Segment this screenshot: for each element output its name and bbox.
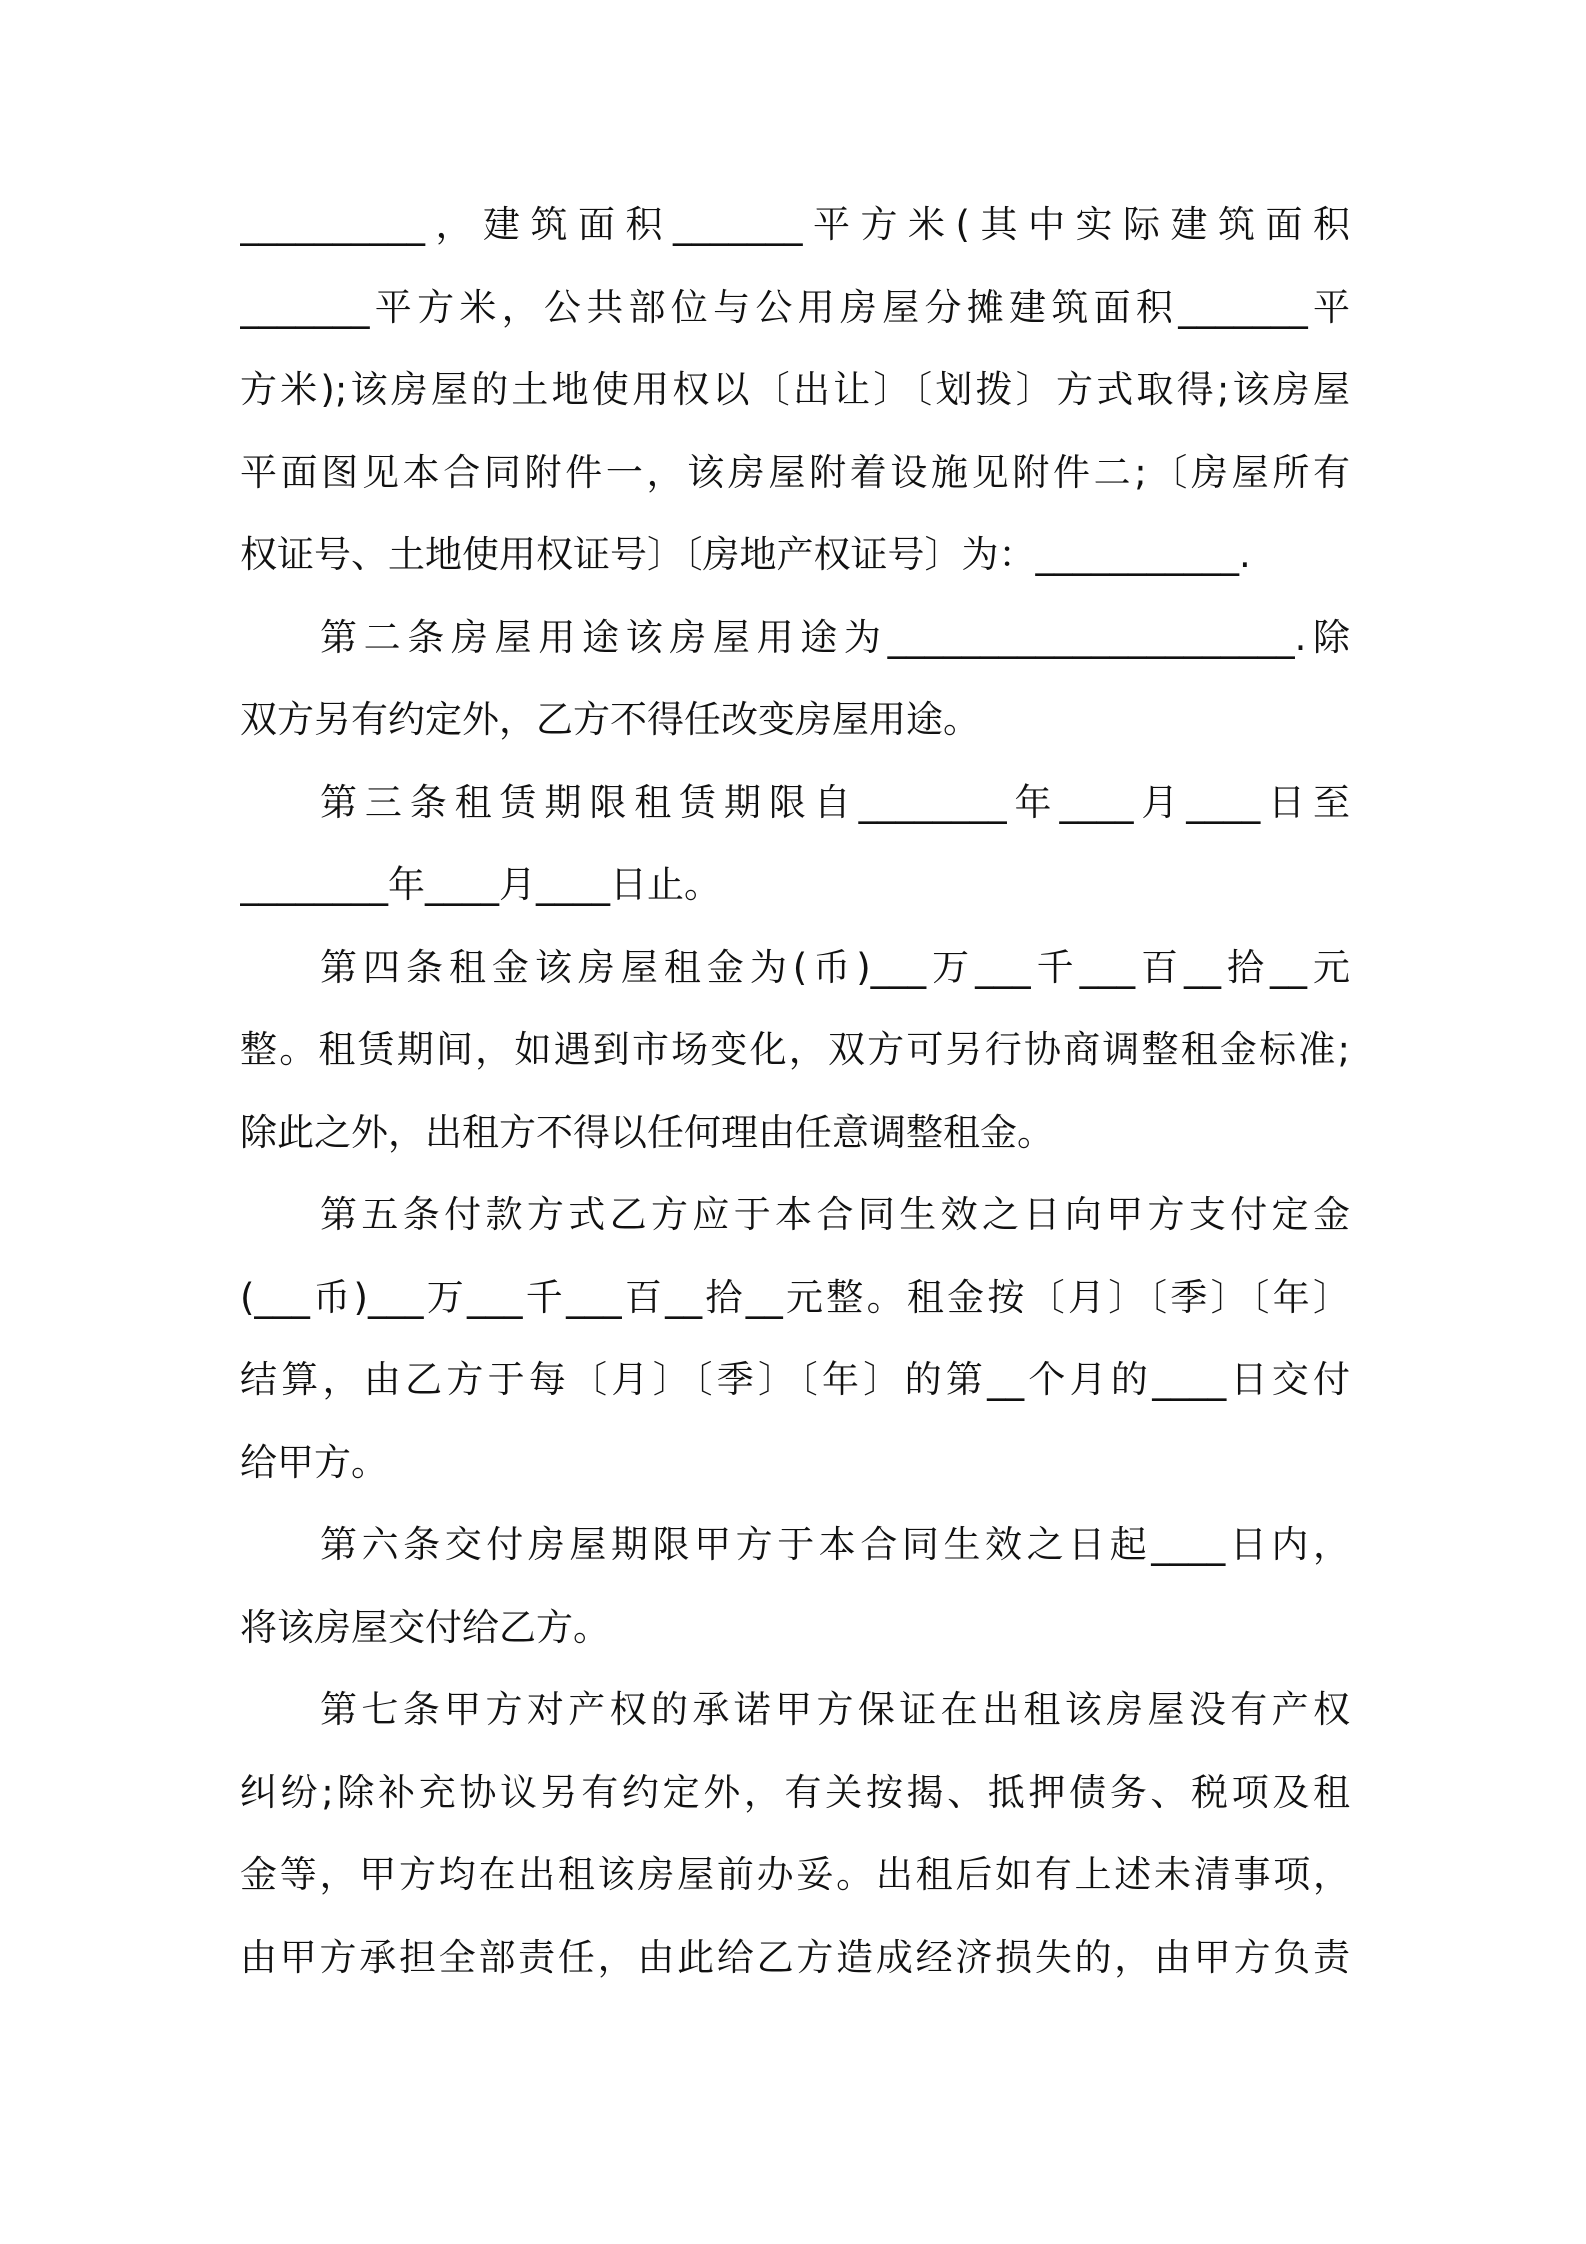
- text-line: 双方另有约定外，乙方不得任改变房屋用途。: [240, 698, 980, 741]
- text-line: 由甲方承担全部责任，由此给乙方造成经济损失的，由甲方负责: [240, 1935, 1350, 1979]
- text-line: 第三条租赁期限租赁期限自________年____月____日至: [320, 780, 1350, 824]
- text-line: __________，建筑面积_______平方米(其中实际建筑面积: [240, 203, 1350, 246]
- text-line: 结算，由乙方于每〔月〕〔季〕〔年〕的第__个月的____日交付: [240, 1358, 1350, 1401]
- text-line: 纠纷;除补充协议另有约定外，有关按揭、抵押债务、税项及租: [240, 1770, 1350, 1814]
- text-line: _______平方米，公共部位与公用房屋分摊建筑面积_______平: [240, 285, 1350, 329]
- text-line: 将该房屋交付给乙方。: [240, 1605, 610, 1649]
- text-line: 平面图见本合同附件一，该房屋附着设施见附件二;〔房屋所有: [240, 450, 1350, 494]
- text-line: 第六条交付房屋期限甲方于本合同生效之日起____日内，: [320, 1523, 1350, 1566]
- text-line: 第七条甲方对产权的承诺甲方保证在出租该房屋没有产权: [320, 1688, 1350, 1731]
- text-line: 第五条付款方式乙方应于本合同生效之日向甲方支付定金: [320, 1193, 1350, 1236]
- text-line: 除此之外，出租方不得以任何理由任意调整租金。: [240, 1110, 1054, 1154]
- text-line: 第四条租金该房屋租金为(币)___万___千___百__拾__元: [320, 945, 1350, 989]
- text-line: 方米);该房屋的土地使用权以〔出让〕〔划拨〕方式取得;该房屋: [240, 368, 1350, 411]
- text-line: (___币)___万___千___百__拾__元整。租金按〔月〕〔季〕〔年〕: [240, 1275, 1350, 1319]
- text-line: ________年____月____日止。: [240, 863, 721, 906]
- text-line: 整。租赁期间，如遇到市场变化，双方可另行协商调整租金标准;: [240, 1028, 1350, 1071]
- text-line: 给甲方。: [240, 1440, 388, 1484]
- text-line: 权证号、土地使用权证号〕〔房地产权证号〕为：___________.: [240, 533, 1251, 576]
- text-line: 金等，甲方均在出租该房屋前办妥。出租后如有上述未清事项，: [240, 1853, 1350, 1896]
- text-line: 第二条房屋用途该房屋用途为______________________.除: [320, 615, 1350, 659]
